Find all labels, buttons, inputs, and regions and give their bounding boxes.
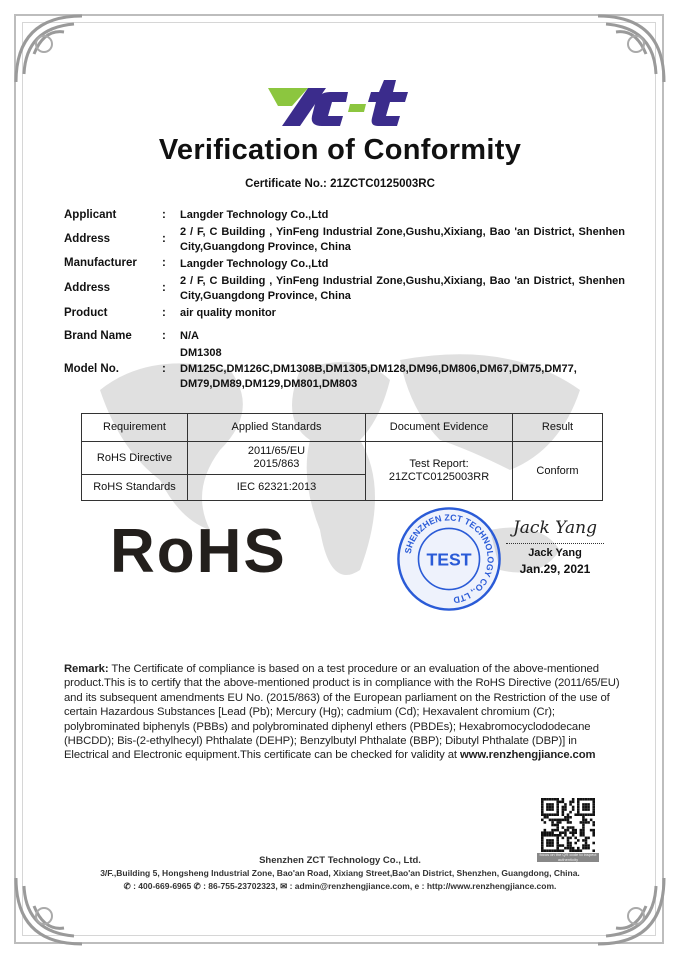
qr-module [577,801,580,804]
qr-module [572,826,575,829]
qr-module [569,801,572,804]
qr-module [554,834,557,837]
qr-module [567,847,570,850]
requirement-cell: RoHS Standards [82,475,188,501]
qr-module [551,821,554,824]
qr-module [569,816,572,819]
qr-module [556,834,559,837]
qr-module [569,826,572,829]
qr-module [572,831,575,834]
qr-module [567,842,570,845]
qr-module [592,842,595,845]
qr-module [580,829,583,832]
qr-module [546,842,549,845]
rohs-logo: RoHS [110,517,287,586]
qr-module [556,844,559,847]
evidence-line: 21ZCTC0125003RR [388,471,490,483]
qr-module [582,844,585,847]
qr-module [544,834,547,837]
qr-module [556,842,559,845]
qr-module [541,819,544,822]
qr-module [567,819,570,822]
qr-module [564,803,567,806]
qr-module [564,806,567,809]
corner-ornament-icon [14,14,84,84]
qr-module [556,798,559,801]
qr-module [554,849,557,852]
qr-module [585,798,588,801]
qr-module [569,842,572,845]
qr-module [541,808,544,811]
qr-module [562,849,565,852]
qr-module [585,808,588,811]
qr-module [587,803,590,806]
qr-module [592,801,595,804]
qr-module [551,819,554,822]
qr-module [541,806,544,809]
colon: : [162,257,166,269]
qr-module [569,844,572,847]
requirement-cell: RoHS Directive [82,442,188,475]
qr-module [544,798,547,801]
qr-module [556,829,559,832]
qr-module [549,844,552,847]
qr-module [562,819,565,822]
applicant-address-value: 2 / F, C Building , YinFeng Industrial Zone,Gushu,Xixiang, Bao 'an District, Shenhen City,Guangdong Province, China [180,226,625,253]
qr-module [556,839,559,842]
qr-module [582,826,585,829]
qr-module [541,847,544,850]
qr-module [559,801,562,804]
qr-module [562,811,565,814]
qr-module [587,847,590,850]
qr-module [551,849,554,852]
qr-module [567,826,570,829]
qr-module [541,798,544,801]
product-label: Product [64,307,108,319]
manufacturer-value: Langder Technology Co.,Ltd [180,258,329,270]
applied-standards-cell [188,442,366,475]
qr-module [592,821,595,824]
qr-module [592,808,595,811]
qr-module [580,849,583,852]
qr-module [551,844,554,847]
qr-module [559,844,562,847]
colon: : [162,363,166,375]
qr-module [562,801,565,804]
qr-module [556,819,559,822]
qr-module [592,829,595,832]
stamp-ring-text: SHENZHEN ZCT TECHNOLOGY CO., LTD [402,512,496,606]
qr-module [551,824,554,827]
qr-module [580,798,583,801]
qr-module [574,829,577,832]
qr-module [564,819,567,822]
qr-module [582,829,585,832]
qr-module [546,808,549,811]
signer-name: Jack Yang [528,547,582,559]
qr-module [541,842,544,845]
qr-module [585,844,588,847]
zct-logo [268,80,413,130]
qr-module [564,816,567,819]
qr-module [551,831,554,834]
qr-module [562,808,565,811]
qr-module [562,837,565,840]
qr-module [592,824,595,827]
manufacturer-address-label: Address [64,282,111,294]
qr-module [569,803,572,806]
qr-module [574,849,577,852]
qr-module [549,803,552,806]
qr-module [541,837,544,840]
qr-module [556,801,559,804]
qr-module [556,811,559,814]
applicant-value: Langder Technology Co.,Ltd [180,209,329,221]
qr-module [577,839,580,842]
qr-module [582,834,585,837]
brand-name-value: N/A [180,330,199,342]
qr-module [582,847,585,850]
evidence-line: Test Report: [409,458,469,470]
qr-module [541,811,544,814]
qr-module [551,842,554,845]
qr-module [582,808,585,811]
qr-module [577,811,580,814]
qr-module [559,831,562,834]
document-evidence-cell [366,442,513,501]
model-no-first: DM1308 [180,347,222,359]
qr-module [556,806,559,809]
qr-module [577,849,580,852]
qr-module [569,847,572,850]
qr-module [554,829,557,832]
qr-module [541,803,544,806]
qr-module [559,849,562,852]
qr-module [551,806,554,809]
qr-module [544,816,547,819]
qr-module [572,834,575,837]
header-document-evidence: Document Evidence [366,414,513,442]
product-value: air quality monitor [180,307,276,319]
qr-module [585,842,588,845]
qr-module [569,811,572,814]
model-no-value: DM125C,DM126C,DM1308B,DM1305,DM128,DM96,DM806,DM67,DM75,DM77, DM79,DM89,DM129,DM801,DM803 [180,363,577,390]
qr-module [551,798,554,801]
qr-module [569,849,572,852]
qr-module [582,813,585,816]
qr-module [582,819,585,822]
colon: : [162,282,166,294]
qr-module [582,803,585,806]
qr-module [549,839,552,842]
qr-module [592,813,595,816]
qr-module [577,813,580,816]
qr-module [567,821,570,824]
qr-module [592,806,595,809]
signature-date: Jan.29, 2021 [519,562,591,576]
qr-module [577,847,580,850]
qr-module [582,824,585,827]
qr-module [569,821,572,824]
qr-module [551,834,554,837]
qr-module [556,824,559,827]
qr-module [546,839,549,842]
qr-module [551,839,554,842]
qr-module [544,813,547,816]
qr-module [549,834,552,837]
applied-standards-cell: IEC 62321:2013 [188,475,366,501]
qr-module [541,801,544,804]
model-no-label: Model No. [64,363,119,375]
qr-module [544,829,547,832]
qr-module [554,798,557,801]
qr-module [569,831,572,834]
remark-label: Remark: [64,663,109,675]
qr-module [582,839,585,842]
applicant-address-label: Address [64,233,111,245]
qr-module [585,821,588,824]
qr-module [592,803,595,806]
qr-module [549,798,552,801]
colon: : [162,307,166,319]
qr-module [577,808,580,811]
qr-module [587,798,590,801]
qr-module [559,821,562,824]
qr-module [556,847,559,850]
qr-module [556,849,559,852]
qr-module [585,839,588,842]
qr-module [572,806,575,809]
stamp-center-text: TEST [426,549,472,570]
qr-module [546,831,549,834]
qr-module [587,813,590,816]
qr-module [562,831,565,834]
qr-module [592,831,595,834]
qr-module [574,831,577,834]
header-requirement: Requirement [82,414,188,442]
qr-module [541,839,544,842]
qr-module [567,837,570,840]
page-title: Verification of Conformity [158,134,522,166]
qr-module [554,824,557,827]
qr-module [551,813,554,816]
qr-module [541,849,544,852]
qr-module [559,819,562,822]
qr-module [562,806,565,809]
qr-module [590,819,593,822]
validity-link[interactable]: www.renzhengjiance.com [459,749,596,762]
manufacturer-label: Manufacturer [64,257,137,269]
qr-module [562,813,565,816]
brand-name-label: Brand Name [64,330,132,342]
qr-module [546,803,549,806]
qr-module [572,798,575,801]
footer-address: 3/F.,Building 5, Hongsheng Industrial Zone, Bao'an Road, Xixiang Street,Bao'an District, Shenzhen, Guangdong, China. [100,868,580,878]
signature: Jack Yang [512,518,598,538]
corner-ornament-icon [14,876,84,946]
qr-module [549,813,552,816]
qr-module [582,816,585,819]
qr-module [546,813,549,816]
qr-module [541,813,544,816]
qr-module [556,808,559,811]
qr-module [567,844,570,847]
qr-module [569,837,572,840]
qr-module [549,842,552,845]
standard-line: 2015/863 [253,458,300,470]
qr-module [585,819,588,822]
footer-contact: ✆ : 400-669-6965 ✆ : 86-755-23702323, ✉ : admin@renzhengjiance.com, e : http://www.renzhengjiance.com. [123,881,557,891]
qr-module [585,806,588,809]
qr-module [556,821,559,824]
qr-module [590,798,593,801]
qr-module [551,829,554,832]
qr-module [564,847,567,850]
qr-module [567,813,570,816]
qr-module [577,798,580,801]
qr-module [544,849,547,852]
qr-module [574,813,577,816]
qr-module [549,806,552,809]
qr-module [580,821,583,824]
standard-line: 2011/65/EU [247,445,306,457]
qr-module [544,821,547,824]
qr-module [577,806,580,809]
qr-module [562,798,565,801]
qr-module [551,803,554,806]
qr-module [572,847,575,850]
qr-module [592,798,595,801]
qr-module [564,834,567,837]
colon: : [162,330,166,342]
qr-module [580,831,583,834]
signature-line [506,543,604,544]
result-cell: Conform [513,442,603,501]
qr-module [587,806,590,809]
qr-module [546,834,549,837]
qr-code[interactable] [541,798,595,852]
qr-module [546,844,549,847]
qr-caption: focus on the QR code to inspect authenticity [537,853,599,862]
qr-module [556,826,559,829]
qr-module [541,844,544,847]
company-stamp [396,506,502,612]
qr-module [559,834,562,837]
qr-module [585,803,588,806]
applicant-label: Applicant [64,209,117,221]
qr-module [564,831,567,834]
qr-module [567,839,570,842]
qr-module [549,831,552,834]
qr-module [546,806,549,809]
qr-module [549,849,552,852]
qr-module [582,806,585,809]
qr-module [546,798,549,801]
qr-module [556,813,559,816]
qr-module [567,816,570,819]
qr-module [582,831,585,834]
corner-ornament-icon [596,876,666,946]
qr-module [590,829,593,832]
qr-module [592,849,595,852]
qr-module [546,849,549,852]
header-applied-standards: Applied Standards [188,414,366,442]
header-result: Result [513,414,603,442]
qr-module [580,813,583,816]
colon: : [162,233,166,245]
qr-module [549,808,552,811]
qr-module [556,837,559,840]
qr-module [574,842,577,845]
standards-table [81,413,603,501]
qr-module [585,847,588,850]
colon: : [162,209,166,221]
qr-module [541,834,544,837]
qr-module [546,816,549,819]
qr-module [592,811,595,814]
qr-module [585,813,588,816]
qr-module [587,837,590,840]
qr-module [541,831,544,834]
qr-module [574,837,577,840]
manufacturer-address-value: 2 / F, C Building , YinFeng Industrial Zone,Gushu,Xixiang, Bao 'an District, Shenhen City,Guangdong Province, China [180,275,625,302]
qr-module [562,844,565,847]
certificate-number: Certificate No.: 21ZCTC0125003RC [245,178,435,190]
qr-module [572,808,575,811]
qr-module [572,849,575,852]
qr-module [587,844,590,847]
qr-module [562,826,565,829]
qr-module [587,808,590,811]
qr-module [554,819,557,822]
qr-module [587,821,590,824]
footer-company: Shenzhen ZCT Technology Co., Ltd. [259,855,421,866]
qr-module [572,801,575,804]
qr-module [564,829,567,832]
qr-module [585,837,588,840]
remark-text: The Certificate of compliance is based on a test procedure or an evaluation of the above-mentioned product.This is to certify that the above-mentioned product is in compliance with the RoHS Directive (2011/65/EU) and its subsequent amendments EU No. (2015/863) of the European parliament on the Restriction of the use of certain Hazardous Substances [Lead (Pb); Mercury (Hg); cadmium (Cd); Hexavalent chromium (Cr); polybrominated biphenyls (PBBs) and polybrominated diphenyl ethers (PBDEs); Hexabromocyclododecane (HBCDD); Bis-(2-ethylhecyl) Phthalate (DEHP); Benzylbutyl Phthalate (BBP); Dibutyl Phthalate (DBP)] in Electrical and Electronic equipment.This certificate can be checked for validity at [64,663,620,762]
qr-module [582,798,585,801]
remark-paragraph [64,662,620,763]
qr-module [567,829,570,832]
qr-module [549,819,552,822]
qr-module [556,803,559,806]
qr-module [582,821,585,824]
qr-module [544,831,547,834]
qr-module [551,808,554,811]
qr-module [564,808,567,811]
corner-ornament-icon [596,14,666,84]
qr-module [580,834,583,837]
qr-module [590,813,593,816]
qr-module [592,834,595,837]
qr-module [572,829,575,832]
qr-module [577,803,580,806]
qr-module [554,813,557,816]
